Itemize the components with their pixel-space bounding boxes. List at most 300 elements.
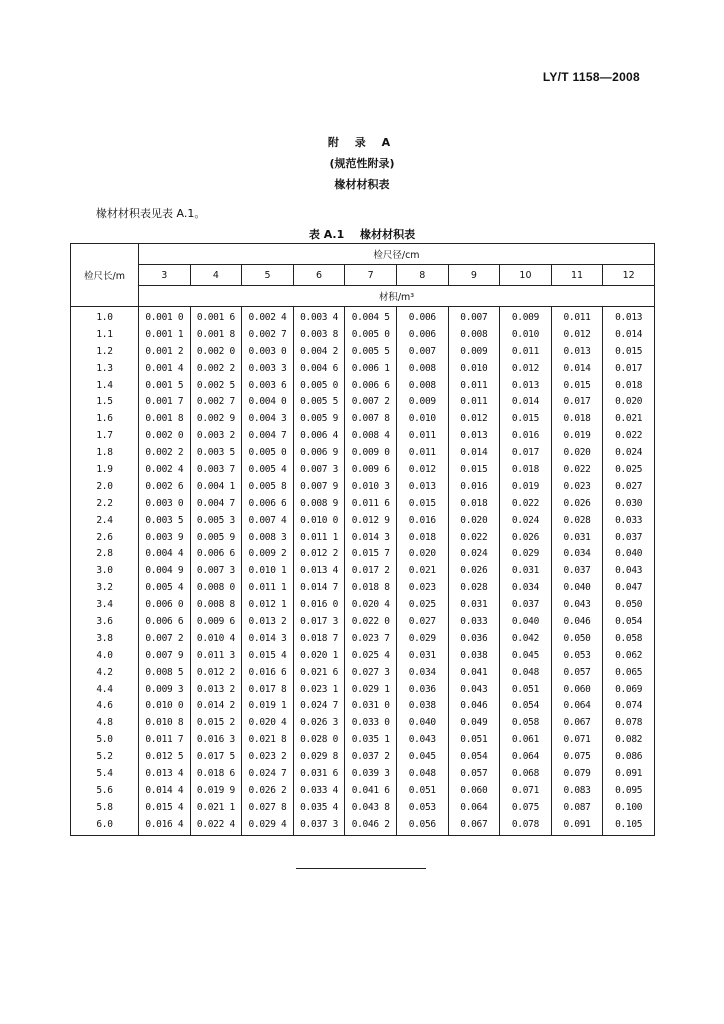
volume-cell: 0.022 4: [190, 816, 242, 835]
volume-header: 材积/m³: [139, 286, 655, 307]
volume-cell: 0.057: [448, 765, 500, 782]
table-row: [71, 799, 655, 816]
length-cell: 1.9: [71, 461, 139, 478]
volume-cell: 0.034: [551, 545, 603, 562]
volume-cell: 0.020: [448, 512, 500, 529]
volume-cell: 0.016 0: [293, 596, 345, 613]
length-cell: 2.6: [71, 529, 139, 546]
volume-cell: 0.043 8: [345, 799, 397, 816]
volume-cell: 0.040: [603, 545, 655, 562]
volume-cell: 0.022: [500, 495, 552, 512]
volume-cell: 0.054: [603, 613, 655, 630]
volume-cell: 0.014 2: [190, 697, 242, 714]
table-row: [71, 377, 655, 394]
volume-cell: 0.068: [500, 765, 552, 782]
volume-cell: 0.004 4: [139, 545, 191, 562]
length-cell: 4.2: [71, 664, 139, 681]
volume-cell: 0.005 5: [293, 393, 345, 410]
volume-cell: 0.012 1: [242, 596, 294, 613]
volume-cell: 0.031: [500, 562, 552, 579]
volume-cell: 0.023 1: [293, 681, 345, 698]
standard-code: LY/T 1158—2008: [542, 70, 640, 84]
volume-cell: 0.020: [396, 545, 448, 562]
volume-cell: 0.006 6: [242, 495, 294, 512]
table-row: [71, 596, 655, 613]
volume-cell: 0.006: [396, 307, 448, 326]
length-cell: 4.6: [71, 697, 139, 714]
volume-cell: 0.019: [551, 427, 603, 444]
volume-cell: 0.075: [551, 748, 603, 765]
volume-cell: 0.020: [551, 444, 603, 461]
table-body: [71, 307, 655, 836]
volume-cell: 0.060: [551, 681, 603, 698]
volume-cell: 0.003 0: [139, 495, 191, 512]
volume-cell: 0.017 2: [345, 562, 397, 579]
volume-cell: 0.038: [448, 647, 500, 664]
volume-cell: 0.012 2: [293, 545, 345, 562]
table-row: [71, 427, 655, 444]
volume-cell: 0.004 5: [345, 307, 397, 326]
volume-cell: 0.004 6: [293, 360, 345, 377]
volume-cell: 0.053: [396, 799, 448, 816]
volume-cell: 0.100: [603, 799, 655, 816]
length-cell: 1.1: [71, 326, 139, 343]
volume-cell: 0.034: [500, 579, 552, 596]
volume-cell: 0.043: [603, 562, 655, 579]
volume-cell: 0.008 8: [190, 596, 242, 613]
volume-cell: 0.079: [551, 765, 603, 782]
length-cell: 2.0: [71, 478, 139, 495]
volume-cell: 0.020 4: [345, 596, 397, 613]
volume-cell: 0.008 4: [345, 427, 397, 444]
volume-cell: 0.005 4: [242, 461, 294, 478]
volume-cell: 0.007 3: [190, 562, 242, 579]
volume-cell: 0.067: [448, 816, 500, 835]
volume-cell: 0.035 4: [293, 799, 345, 816]
volume-cell: 0.091: [603, 765, 655, 782]
volume-cell: 0.002 2: [190, 360, 242, 377]
volume-cell: 0.011 6: [345, 495, 397, 512]
volume-cell: 0.003 4: [293, 307, 345, 326]
volume-cell: 0.018: [603, 377, 655, 394]
volume-cell: 0.058: [603, 630, 655, 647]
volume-cell: 0.048: [500, 664, 552, 681]
volume-cell: 0.009: [396, 393, 448, 410]
volume-cell: 0.026 2: [242, 782, 294, 799]
volume-cell: 0.018: [500, 461, 552, 478]
volume-cell: 0.003 8: [293, 326, 345, 343]
length-cell: 5.0: [71, 731, 139, 748]
table-row: [71, 360, 655, 377]
volume-cell: 0.011: [396, 444, 448, 461]
volume-cell: 0.054: [448, 748, 500, 765]
volume-cell: 0.004 1: [190, 478, 242, 495]
volume-cell: 0.020 4: [242, 714, 294, 731]
volume-cell: 0.033 4: [293, 782, 345, 799]
volume-cell: 0.029: [396, 630, 448, 647]
volume-cell: 0.012 2: [190, 664, 242, 681]
table-row: [71, 410, 655, 427]
volume-cell: 0.014 3: [345, 529, 397, 546]
table-row: [71, 326, 655, 343]
volume-cell: 0.087: [551, 799, 603, 816]
volume-cell: 0.017: [551, 393, 603, 410]
volume-cell: 0.020 1: [293, 647, 345, 664]
diameter-header-cell: 11: [551, 265, 603, 286]
volume-cell: 0.022: [448, 529, 500, 546]
volume-cell: 0.037: [551, 562, 603, 579]
volume-cell: 0.015: [551, 377, 603, 394]
volume-cell: 0.007 3: [293, 461, 345, 478]
diameter-header-cell: 8: [396, 265, 448, 286]
length-cell: 3.8: [71, 630, 139, 647]
length-cell: 1.4: [71, 377, 139, 394]
volume-cell: 0.002 0: [190, 343, 242, 360]
volume-cell: 0.074: [603, 697, 655, 714]
table-row: [71, 731, 655, 748]
volume-cell: 0.021 8: [242, 731, 294, 748]
volume-cell: 0.007 4: [242, 512, 294, 529]
length-cell: 5.4: [71, 765, 139, 782]
volume-cell: 0.014: [500, 393, 552, 410]
volume-cell: 0.005 4: [139, 579, 191, 596]
volume-cell: 0.004 7: [242, 427, 294, 444]
volume-cell: 0.015: [396, 495, 448, 512]
volume-cell: 0.023 2: [242, 748, 294, 765]
volume-cell: 0.009: [448, 343, 500, 360]
volume-cell: 0.048: [396, 765, 448, 782]
volume-cell: 0.030: [603, 495, 655, 512]
volume-cell: 0.018: [396, 529, 448, 546]
volume-cell: 0.014 7: [293, 579, 345, 596]
volume-cell: 0.005 5: [345, 343, 397, 360]
volume-cell: 0.015 4: [139, 799, 191, 816]
volume-cell: 0.026: [448, 562, 500, 579]
volume-cell: 0.004 3: [242, 410, 294, 427]
volume-cell: 0.045: [500, 647, 552, 664]
volume-cell: 0.024 7: [293, 697, 345, 714]
volume-cell: 0.012: [448, 410, 500, 427]
volume-cell: 0.007: [448, 307, 500, 326]
volume-cell: 0.062: [603, 647, 655, 664]
volume-cell: 0.008 5: [139, 664, 191, 681]
volume-cell: 0.010 0: [139, 697, 191, 714]
volume-cell: 0.034: [396, 664, 448, 681]
volume-cell: 0.012: [396, 461, 448, 478]
diameter-header-cell: 7: [345, 265, 397, 286]
volume-cell: 0.003 2: [190, 427, 242, 444]
volume-cell: 0.008: [396, 360, 448, 377]
volume-cell: 0.008 3: [242, 529, 294, 546]
length-cell: 5.2: [71, 748, 139, 765]
volume-cell: 0.071: [551, 731, 603, 748]
volume-cell: 0.013: [396, 478, 448, 495]
volume-cell: 0.026: [551, 495, 603, 512]
volume-cell: 0.004 9: [139, 562, 191, 579]
volume-cell: 0.046 2: [345, 816, 397, 835]
volume-cell: 0.015: [603, 343, 655, 360]
volume-cell: 0.086: [603, 748, 655, 765]
volume-cell: 0.071: [500, 782, 552, 799]
volume-cell: 0.033: [448, 613, 500, 630]
volume-cell: 0.011 1: [293, 529, 345, 546]
volume-cell: 0.005 9: [293, 410, 345, 427]
diameter-header-row: [71, 265, 655, 286]
table-row: [71, 664, 655, 681]
diameter-header-cell: 10: [500, 265, 552, 286]
volume-cell: 0.006: [396, 326, 448, 343]
volume-cell: 0.047: [603, 579, 655, 596]
diameter-header-cell: 12: [603, 265, 655, 286]
volume-cell: 0.003 7: [190, 461, 242, 478]
volume-cell: 0.005 3: [190, 512, 242, 529]
volume-cell: 0.043: [551, 596, 603, 613]
volume-cell: 0.015 4: [242, 647, 294, 664]
volume-cell: 0.001 8: [139, 410, 191, 427]
volume-cell: 0.061: [500, 731, 552, 748]
volume-cell: 0.005 0: [293, 377, 345, 394]
volume-cell: 0.037 2: [345, 748, 397, 765]
volume-cell: 0.091: [551, 816, 603, 835]
volume-cell: 0.016: [396, 512, 448, 529]
volume-cell: 0.045: [396, 748, 448, 765]
appendix-type: (规范性附录): [329, 157, 395, 170]
volume-cell: 0.029 4: [242, 816, 294, 835]
table-row: [71, 393, 655, 410]
volume-cell: 0.018: [551, 410, 603, 427]
volume-cell: 0.002 0: [139, 427, 191, 444]
table-row: [71, 562, 655, 579]
volume-cell: 0.037: [500, 596, 552, 613]
volume-cell: 0.051: [448, 731, 500, 748]
volume-cell: 0.027: [396, 613, 448, 630]
volume-cell: 0.026: [500, 529, 552, 546]
volume-cell: 0.027: [603, 478, 655, 495]
volume-cell: 0.036: [396, 681, 448, 698]
volume-cell: 0.033: [603, 512, 655, 529]
diameter-header-cell: 3: [139, 265, 191, 286]
volume-cell: 0.009: [500, 307, 552, 326]
volume-cell: 0.016: [448, 478, 500, 495]
volume-cell: 0.024: [448, 545, 500, 562]
volume-cell: 0.065: [603, 664, 655, 681]
volume-cell: 0.016 6: [242, 664, 294, 681]
volume-cell: 0.013: [500, 377, 552, 394]
appendix-title: 附 录 A: [327, 136, 397, 149]
volume-cell: 0.009 6: [190, 613, 242, 630]
volume-cell: 0.049: [448, 714, 500, 731]
volume-cell: 0.010 0: [293, 512, 345, 529]
table-row: [71, 748, 655, 765]
volume-cell: 0.017 8: [242, 681, 294, 698]
volume-cell: 0.004 7: [190, 495, 242, 512]
volume-cell: 0.002 6: [139, 478, 191, 495]
volume-cell: 0.001 5: [139, 377, 191, 394]
volume-cell: 0.016 3: [190, 731, 242, 748]
table-row: [71, 681, 655, 698]
table-row: [71, 495, 655, 512]
volume-cell: 0.027 8: [242, 799, 294, 816]
volume-cell: 0.006 6: [139, 613, 191, 630]
volume-cell: 0.025: [603, 461, 655, 478]
length-cell: 4.4: [71, 681, 139, 698]
volume-cell: 0.024: [500, 512, 552, 529]
length-cell: 5.8: [71, 799, 139, 816]
table-row: [71, 478, 655, 495]
volume-cell: 0.012: [500, 360, 552, 377]
volume-cell: 0.011: [500, 343, 552, 360]
table-row: [71, 461, 655, 478]
volume-cell: 0.028: [551, 512, 603, 529]
diameter-header-cell: 4: [190, 265, 242, 286]
volume-cell: 0.011 1: [242, 579, 294, 596]
volume-cell: 0.015: [500, 410, 552, 427]
volume-cell: 0.006 9: [293, 444, 345, 461]
length-cell: 4.8: [71, 714, 139, 731]
volume-cell: 0.006 0: [139, 596, 191, 613]
volume-cell: 0.019 9: [190, 782, 242, 799]
volume-cell: 0.046: [551, 613, 603, 630]
volume-cell: 0.002 4: [139, 461, 191, 478]
end-rule: [296, 868, 426, 869]
volume-cell: 0.011 7: [139, 731, 191, 748]
diameter-header-cell: 5: [242, 265, 294, 286]
volume-cell: 0.013: [603, 307, 655, 326]
length-cell: 2.4: [71, 512, 139, 529]
volume-cell: 0.017 3: [293, 613, 345, 630]
volume-cell: 0.007: [396, 343, 448, 360]
volume-cell: 0.054: [500, 697, 552, 714]
volume-cell: 0.031: [448, 596, 500, 613]
length-cell: 6.0: [71, 816, 139, 835]
volume-cell: 0.023: [551, 478, 603, 495]
length-cell: 1.3: [71, 360, 139, 377]
intro-text: 椽材材积表见表 A.1。: [96, 207, 206, 220]
volume-cell: 0.014 4: [139, 782, 191, 799]
length-cell: 3.6: [71, 613, 139, 630]
table-row: [71, 765, 655, 782]
volume-cell: 0.011: [448, 377, 500, 394]
volume-cell: 0.001 0: [139, 307, 191, 326]
volume-cell: 0.014: [551, 360, 603, 377]
length-cell: 5.6: [71, 782, 139, 799]
volume-cell: 0.017 5: [190, 748, 242, 765]
volume-cell: 0.050: [603, 596, 655, 613]
volume-cell: 0.005 0: [345, 326, 397, 343]
volume-cell: 0.022: [551, 461, 603, 478]
volume-cell: 0.001 6: [190, 307, 242, 326]
volume-cell: 0.017: [500, 444, 552, 461]
volume-cell: 0.001 4: [139, 360, 191, 377]
volume-cell: 0.007 9: [139, 647, 191, 664]
diameter-header-cell: 6: [293, 265, 345, 286]
volume-cell: 0.003 9: [139, 529, 191, 546]
table-caption: [0, 226, 724, 242]
table-row: [71, 512, 655, 529]
volume-cell: 0.024: [603, 444, 655, 461]
length-cell: 1.2: [71, 343, 139, 360]
volume-cell: 0.006 1: [345, 360, 397, 377]
volume-cell: 0.016 4: [139, 816, 191, 835]
volume-cell: 0.007 8: [345, 410, 397, 427]
volume-cell: 0.014: [448, 444, 500, 461]
volume-cell: 0.006 6: [190, 545, 242, 562]
volume-cell: 0.041: [448, 664, 500, 681]
col-group-header-diameter: 检尺径/cm: [139, 244, 655, 265]
volume-cell: 0.060: [448, 782, 500, 799]
volume-cell: 0.041 6: [345, 782, 397, 799]
length-cell: 1.5: [71, 393, 139, 410]
volume-cell: 0.003 5: [190, 444, 242, 461]
volume-cell: 0.010 8: [139, 714, 191, 731]
volume-cell: 0.042: [500, 630, 552, 647]
volume-cell: 0.064: [500, 748, 552, 765]
length-cell: 4.0: [71, 647, 139, 664]
volume-cell: 0.022: [603, 427, 655, 444]
table-row: [71, 714, 655, 731]
volume-cell: 0.027 3: [345, 664, 397, 681]
volume-cell: 0.016: [500, 427, 552, 444]
table-row: [71, 647, 655, 664]
volume-table: [70, 243, 655, 836]
volume-cell: 0.067: [551, 714, 603, 731]
table-caption-title: 椽材材积表: [360, 228, 416, 241]
volume-cell: 0.004 0: [242, 393, 294, 410]
volume-cell: 0.012 5: [139, 748, 191, 765]
volume-cell: 0.078: [500, 816, 552, 835]
volume-cell: 0.001 1: [139, 326, 191, 343]
length-cell: 1.7: [71, 427, 139, 444]
length-cell: 1.8: [71, 444, 139, 461]
volume-cell: 0.004 2: [293, 343, 345, 360]
volume-cell: 0.013: [551, 343, 603, 360]
volume-cell: 0.011: [448, 393, 500, 410]
length-cell: 3.4: [71, 596, 139, 613]
volume-cell: 0.009 2: [242, 545, 294, 562]
volume-cell: 0.008 0: [190, 579, 242, 596]
volume-cell: 0.075: [500, 799, 552, 816]
volume-cell: 0.029: [500, 545, 552, 562]
volume-cell: 0.023 7: [345, 630, 397, 647]
volume-cell: 0.057: [551, 664, 603, 681]
volume-cell: 0.021: [396, 562, 448, 579]
volume-cell: 0.013 2: [190, 681, 242, 698]
volume-cell: 0.025 4: [345, 647, 397, 664]
volume-cell: 0.006 4: [293, 427, 345, 444]
diameter-header-cell: 9: [448, 265, 500, 286]
volume-cell: 0.015 7: [345, 545, 397, 562]
volume-cell: 0.023: [396, 579, 448, 596]
volume-cell: 0.010: [500, 326, 552, 343]
volume-cell: 0.002 4: [242, 307, 294, 326]
table-row: [71, 782, 655, 799]
table-row: [71, 307, 655, 326]
volume-cell: 0.019 1: [242, 697, 294, 714]
volume-cell: 0.040: [500, 613, 552, 630]
volume-cell: 0.037 3: [293, 816, 345, 835]
volume-cell: 0.005 8: [242, 478, 294, 495]
volume-cell: 0.002 5: [190, 377, 242, 394]
volume-cell: 0.010: [396, 410, 448, 427]
volume-cell: 0.033 0: [345, 714, 397, 731]
volume-cell: 0.003 3: [242, 360, 294, 377]
volume-cell: 0.006 6: [345, 377, 397, 394]
volume-cell: 0.031 6: [293, 765, 345, 782]
volume-cell: 0.037: [603, 529, 655, 546]
length-cell: 3.0: [71, 562, 139, 579]
volume-cell: 0.013: [448, 427, 500, 444]
table-caption-number: 表 A.1: [308, 228, 345, 241]
